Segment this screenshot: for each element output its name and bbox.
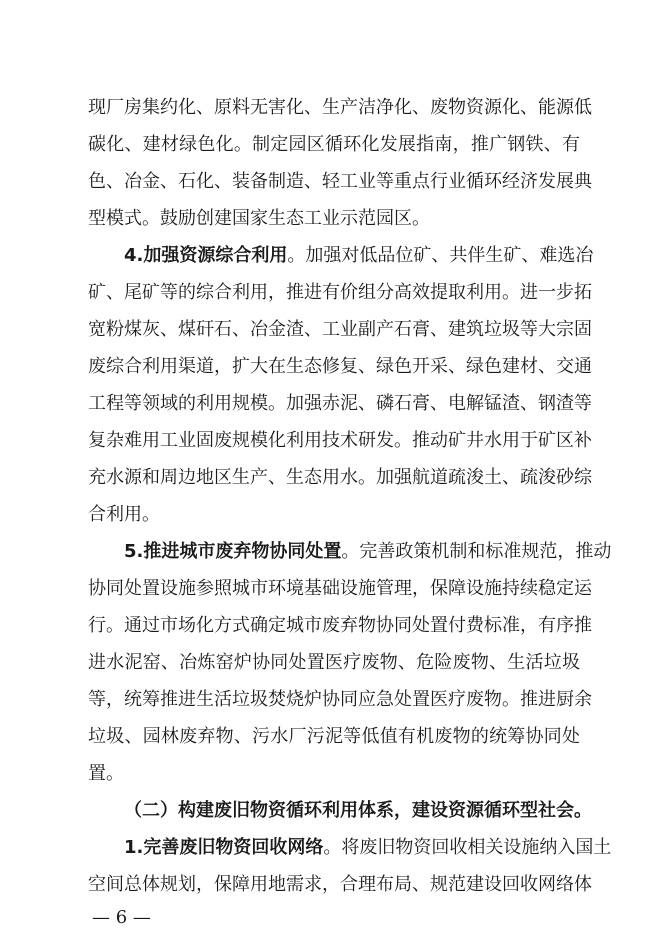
paragraph-line: 协同处置设施参照城市环境基础设施管理，保障设施持续稳定运 bbox=[88, 578, 592, 599]
paragraph-line: 现厂房集约化、原料无害化、生产洁净化、废物资源化、能源低 bbox=[88, 97, 592, 118]
paragraph-first-line bbox=[124, 244, 594, 268]
paragraph-line: 碳化、建材绿色化。制定园区循环化发展指南，推广钢铁、有 bbox=[88, 134, 580, 155]
item-heading: 5.推进城市废弃物协同处置 bbox=[124, 541, 342, 562]
section-heading: （二）构建废旧物资循环利用体系，建设资源循环型社会。 bbox=[124, 800, 592, 821]
paragraph-line: 型模式。鼓励创建国家生态工业示范园区。 bbox=[88, 208, 430, 229]
paragraph-line: 合利用。 bbox=[88, 504, 160, 525]
item-heading: 1.完善废旧物资回收网络 bbox=[124, 837, 324, 858]
paragraph-line: 矿、尾矿等的综合利用，推进有价组分高效提取利用。进一步拓 bbox=[88, 282, 592, 303]
paragraph-line: 宽粉煤灰、煤矸石、冶金渣、工业副产石膏、建筑垃圾等大宗固 bbox=[88, 319, 592, 340]
paragraph-line: 复杂难用工业固废规模化利用技术研发。推动矿井水用于矿区补 bbox=[88, 430, 592, 451]
page-number: — 6 — bbox=[92, 907, 151, 928]
paragraph-line: 进水泥窑、冶炼窑炉协同处置医疗废物、危险废物、生活垃圾 bbox=[88, 652, 580, 673]
paragraph-line: 行。通过市场化方式确定城市废弃物协同处置付费标准，有序推 bbox=[88, 615, 592, 636]
paragraph-text: 。将废旧物资回收相关设施纳入国土 bbox=[323, 837, 612, 858]
paragraph-line: 置。 bbox=[88, 763, 124, 784]
paragraph-line: 充水源和周边地区生产、生态用水。加强航道疏浚土、疏浚砂综 bbox=[88, 467, 592, 488]
paragraph-line: 等，统筹推进生活垃圾焚烧炉协同应急处置医疗废物。推进厨余 bbox=[88, 689, 592, 710]
item-heading: 4.加强资源综合利用 bbox=[124, 245, 288, 266]
paragraph-line: 垃圾、园林废弃物、污水厂污泥等低值有机废物的统筹协同处 bbox=[88, 726, 580, 747]
paragraph-first-line bbox=[124, 836, 612, 860]
paragraph-line: 空间总体规划，保障用地需求，合理布局、规范建设回收网络体 bbox=[88, 874, 592, 895]
paragraph-first-line bbox=[124, 540, 612, 564]
paragraph-line: 废综合利用渠道，扩大在生态修复、绿色开采、绿色建材、交通 bbox=[88, 356, 592, 377]
paragraph-line: 工程等领域的利用规模。加强赤泥、磷石膏、电解锰渣、钢渣等 bbox=[88, 393, 592, 414]
paragraph-text: 。加强对低品位矿、共伴生矿、难选冶 bbox=[287, 245, 594, 266]
paragraph-line: 色、冶金、石化、装备制造、轻工业等重点行业循环经济发展典 bbox=[88, 171, 592, 192]
paragraph-text: 。完善政策机制和标准规范，推动 bbox=[341, 541, 612, 562]
